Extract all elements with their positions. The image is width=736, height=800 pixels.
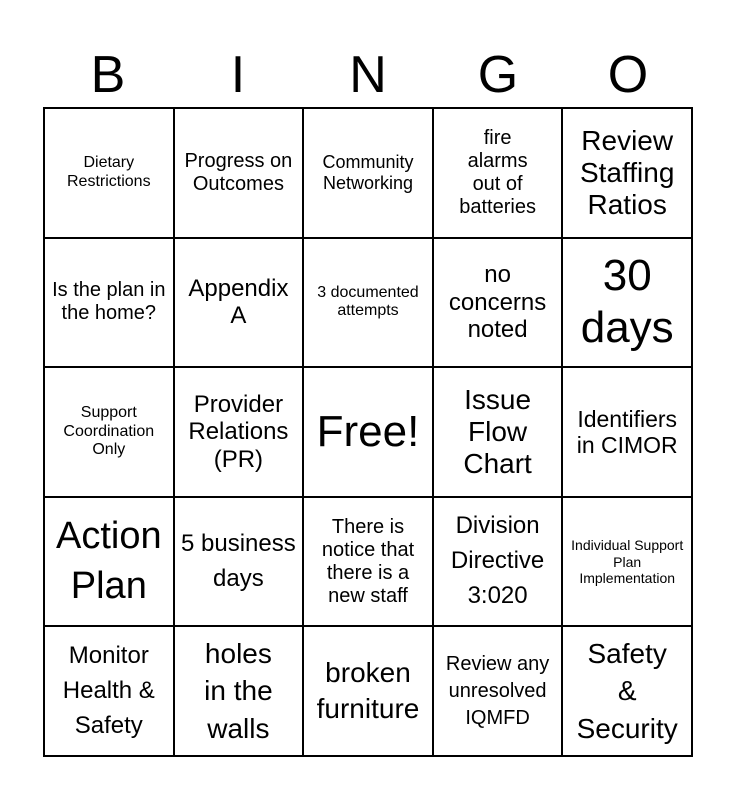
bingo-cell[interactable]	[434, 498, 564, 628]
cell-label: Support Coordination Only	[63, 404, 155, 459]
cell-label: 3 documented attempts	[317, 284, 419, 320]
bingo-cell[interactable]	[175, 109, 305, 239]
cell-label: Monitor Health & Safety	[62, 642, 155, 739]
bingo-cell[interactable]	[175, 239, 305, 369]
bingo-cell[interactable]	[304, 368, 434, 498]
cell-label: 30 days	[580, 250, 674, 353]
bingo-card-grid	[43, 107, 693, 757]
bingo-cell[interactable]	[434, 239, 564, 369]
bingo-cell[interactable]	[304, 239, 434, 369]
bingo-cell[interactable]	[175, 368, 305, 498]
bingo-cell[interactable]	[563, 627, 693, 757]
bingo-cell[interactable]	[45, 498, 175, 628]
bingo-cell[interactable]	[304, 627, 434, 757]
bingo-cell[interactable]	[434, 109, 564, 239]
header-letter-o: O	[607, 46, 649, 104]
bingo-cell[interactable]	[175, 498, 305, 628]
header-letter-g: G	[477, 46, 519, 104]
bingo-cell[interactable]	[434, 368, 564, 498]
cell-label: Safety & Security	[576, 637, 678, 745]
cell-label: Identifiers in CIMOR	[576, 405, 678, 458]
bingo-cell[interactable]	[45, 109, 175, 239]
cell-label: 5 business days	[181, 529, 296, 592]
cell-label: Issue Flow Chart	[463, 383, 532, 480]
bingo-cell[interactable]	[304, 109, 434, 239]
bingo-cell[interactable]	[563, 368, 693, 498]
cell-label: Division Directive 3:020	[450, 512, 545, 609]
cell-label: Progress on Outcomes	[184, 149, 293, 195]
cell-label: Is the plan in the home?	[52, 279, 166, 325]
bingo-cell[interactable]	[45, 368, 175, 498]
cell-label: broken furniture	[316, 656, 420, 725]
cell-label: Dietary Restrictions	[67, 154, 151, 190]
cell-label: Provider Relations (PR)	[188, 390, 289, 473]
bingo-cell[interactable]	[563, 109, 693, 239]
header-letter-n: N	[349, 46, 387, 104]
cell-label: Individual Support Plan Implementation	[571, 537, 684, 586]
bingo-cell[interactable]	[563, 239, 693, 369]
bingo-cell[interactable]	[45, 627, 175, 757]
bingo-cell[interactable]	[175, 627, 305, 757]
bingo-cell[interactable]	[304, 498, 434, 628]
cell-label: Review Staffing Ratios	[579, 124, 675, 220]
bingo-cell[interactable]	[434, 627, 564, 757]
header-letter-b: B	[90, 46, 126, 104]
cell-label: Community Networking	[322, 152, 414, 193]
bingo-header	[43, 44, 693, 106]
cell-label: no concerns noted	[448, 261, 547, 344]
bingo-cell[interactable]	[563, 498, 693, 628]
cell-label: holes in the walls	[204, 637, 273, 745]
cell-label: Action Plan	[55, 515, 162, 607]
cell-label: Review any unresolved IQMFD	[445, 652, 550, 729]
free-space-label: Free!	[316, 406, 420, 456]
cell-label: fire alarms out of batteries	[459, 126, 536, 218]
cell-label: Appendix A	[188, 274, 289, 330]
bingo-cell[interactable]	[45, 239, 175, 369]
header-letter-i: I	[230, 46, 246, 104]
cell-label: There is notice that there is a new staff	[321, 515, 415, 607]
